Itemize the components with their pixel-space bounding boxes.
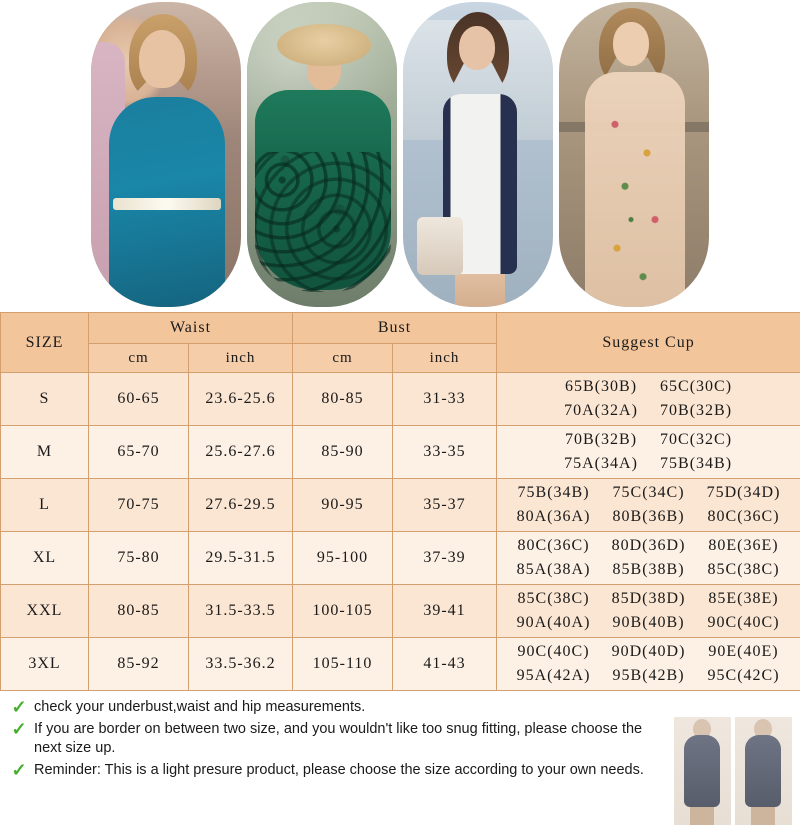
- cup-value: 85D(38D): [601, 587, 696, 611]
- cup-value: 85A(38A): [506, 558, 601, 582]
- cell-waist-inch: 29.5-31.5: [189, 532, 293, 585]
- cup-line: [498, 399, 799, 423]
- header-bust: Bust: [293, 313, 497, 344]
- cup-value: 80C(36C): [696, 505, 791, 529]
- note-text: Reminder: This is a light presure product, please choose the size according to your own needs.: [34, 761, 644, 781]
- header-suggest-cup: Suggest Cup: [497, 313, 800, 373]
- cell-size: XXL: [1, 585, 89, 638]
- photo-model-white-navy-dress: [403, 2, 553, 307]
- sun-hat-shape: [277, 24, 371, 66]
- header-size: SIZE: [1, 313, 89, 373]
- cell-bust-inch: 37-39: [393, 532, 497, 585]
- subheader-bust-inch: inch: [393, 344, 497, 373]
- cell-bust-cm: 90-95: [293, 479, 393, 532]
- cup-value: 90C(40C): [696, 611, 791, 635]
- cup-line: [498, 664, 799, 688]
- handbag-shape: [417, 217, 463, 275]
- cell-bust-cm: 100-105: [293, 585, 393, 638]
- note-text: If you are border on between two size, and you wouldn't like too snug fitting, please choose the next size up.: [34, 720, 644, 759]
- cup-value: 90B(40B): [601, 611, 696, 635]
- cell-waist-cm: 65-70: [89, 426, 189, 479]
- cup-line: [498, 375, 799, 399]
- cell-waist-cm: 85-92: [89, 638, 189, 691]
- notes-section: [0, 691, 800, 827]
- legs-shape: [690, 805, 714, 825]
- cell-waist-inch: 27.6-29.5: [189, 479, 293, 532]
- floral-embroidery-pattern: [585, 72, 685, 307]
- cell-waist-cm: 70-75: [89, 479, 189, 532]
- photo-model-teal-gown: [91, 2, 241, 307]
- table-row: [1, 373, 800, 426]
- cup-line: [498, 534, 799, 558]
- cell-bust-inch: 35-37: [393, 479, 497, 532]
- cell-suggest-cup: [497, 479, 800, 532]
- cup-value: 85B(38B): [601, 558, 696, 582]
- size-chart-table: [0, 312, 800, 691]
- cup-value: 85C(38C): [506, 587, 601, 611]
- cell-suggest-cup: [497, 585, 800, 638]
- photo-background: [247, 2, 397, 307]
- cup-value: 90D(40D): [601, 640, 696, 664]
- cell-bust-cm: 105-110: [293, 638, 393, 691]
- cell-bust-inch: 33-35: [393, 426, 497, 479]
- subheader-bust-cm: cm: [293, 344, 393, 373]
- cup-value: 95B(42B): [601, 664, 696, 688]
- jeweled-belt-shape: [113, 198, 221, 210]
- cup-value: 70B(32B): [554, 428, 649, 452]
- cup-value: 70C(32C): [649, 428, 744, 452]
- cup-line: [498, 587, 799, 611]
- cell-suggest-cup: [497, 373, 800, 426]
- cell-suggest-cup: [497, 638, 800, 691]
- cup-value: 65C(30C): [649, 375, 744, 399]
- cup-value: 80C(36C): [506, 534, 601, 558]
- cell-suggest-cup: [497, 532, 800, 585]
- photo-background: [91, 2, 241, 307]
- cup-value: 80A(36A): [506, 505, 601, 529]
- cup-value: 90E(40E): [696, 640, 791, 664]
- cup-value: 90C(40C): [506, 640, 601, 664]
- cup-value: 75B(34B): [506, 481, 601, 505]
- head-shape: [613, 22, 649, 66]
- table-header-row: [1, 313, 800, 344]
- table-row: [1, 532, 800, 585]
- subheader-waist-cm: cm: [89, 344, 189, 373]
- table-row: [1, 638, 800, 691]
- product-thumbnail-pair: [674, 717, 792, 825]
- cup-value: 95C(42C): [696, 664, 791, 688]
- cell-waist-cm: 75-80: [89, 532, 189, 585]
- cell-waist-cm: 80-85: [89, 585, 189, 638]
- cell-size: S: [1, 373, 89, 426]
- product-thumbnail-front: [674, 717, 731, 825]
- cell-waist-cm: 60-65: [89, 373, 189, 426]
- dress-shape: [684, 735, 720, 807]
- cup-value: 80D(36D): [601, 534, 696, 558]
- product-thumbnail-back: [735, 717, 792, 825]
- cup-value: 80E(36E): [696, 534, 791, 558]
- photo-strip: [0, 0, 800, 312]
- cup-value: 70A(32A): [554, 399, 649, 423]
- note-item: [0, 697, 800, 719]
- table-row: [1, 479, 800, 532]
- cell-waist-inch: 25.6-27.6: [189, 426, 293, 479]
- photo-background: [559, 2, 709, 307]
- header-waist: Waist: [89, 313, 293, 344]
- cell-bust-inch: 31-33: [393, 373, 497, 426]
- cup-value: 75C(34C): [601, 481, 696, 505]
- cup-value: 80B(36B): [601, 505, 696, 529]
- cell-size: 3XL: [1, 638, 89, 691]
- cup-line: [498, 611, 799, 635]
- cup-line: [498, 505, 799, 529]
- cup-value: 95A(42A): [506, 664, 601, 688]
- photo-model-green-lace-dress: [247, 2, 397, 307]
- check-icon: ✓: [10, 698, 28, 716]
- dress-shape: [745, 735, 781, 807]
- cell-bust-cm: 95-100: [293, 532, 393, 585]
- cup-line: [498, 428, 799, 452]
- cup-line: [498, 558, 799, 582]
- head-shape: [459, 26, 495, 70]
- cup-value: 85E(38E): [696, 587, 791, 611]
- cell-waist-inch: 33.5-36.2: [189, 638, 293, 691]
- cell-bust-cm: 85-90: [293, 426, 393, 479]
- cell-waist-inch: 23.6-25.6: [189, 373, 293, 426]
- cell-bust-inch: 41-43: [393, 638, 497, 691]
- subheader-waist-inch: inch: [189, 344, 293, 373]
- cell-waist-inch: 31.5-33.5: [189, 585, 293, 638]
- legs-shape: [751, 805, 775, 825]
- cell-bust-inch: 39-41: [393, 585, 497, 638]
- photo-model-floral-embroidered-gown: [559, 2, 709, 307]
- head-shape: [139, 30, 185, 88]
- legs-shape: [455, 270, 505, 307]
- table-row: [1, 426, 800, 479]
- cup-value: 85C(38C): [696, 558, 791, 582]
- cup-value: 65B(30B): [554, 375, 649, 399]
- cup-value: 75A(34A): [554, 452, 649, 476]
- cup-value: 75D(34D): [696, 481, 791, 505]
- cell-bust-cm: 80-85: [293, 373, 393, 426]
- note-text: check your underbust,waist and hip measurements.: [34, 698, 365, 718]
- cell-size: L: [1, 479, 89, 532]
- cup-line: [498, 481, 799, 505]
- lace-pattern: [255, 152, 391, 292]
- cup-value: 75B(34B): [649, 452, 744, 476]
- check-icon: ✓: [10, 761, 28, 779]
- cell-size: XL: [1, 532, 89, 585]
- cell-suggest-cup: [497, 426, 800, 479]
- photo-background: [403, 2, 553, 307]
- cup-value: 70B(32B): [649, 399, 744, 423]
- cup-value: 90A(40A): [506, 611, 601, 635]
- check-icon: ✓: [10, 720, 28, 738]
- table-row: [1, 585, 800, 638]
- cup-line: [498, 640, 799, 664]
- cup-line: [498, 452, 799, 476]
- cell-size: M: [1, 426, 89, 479]
